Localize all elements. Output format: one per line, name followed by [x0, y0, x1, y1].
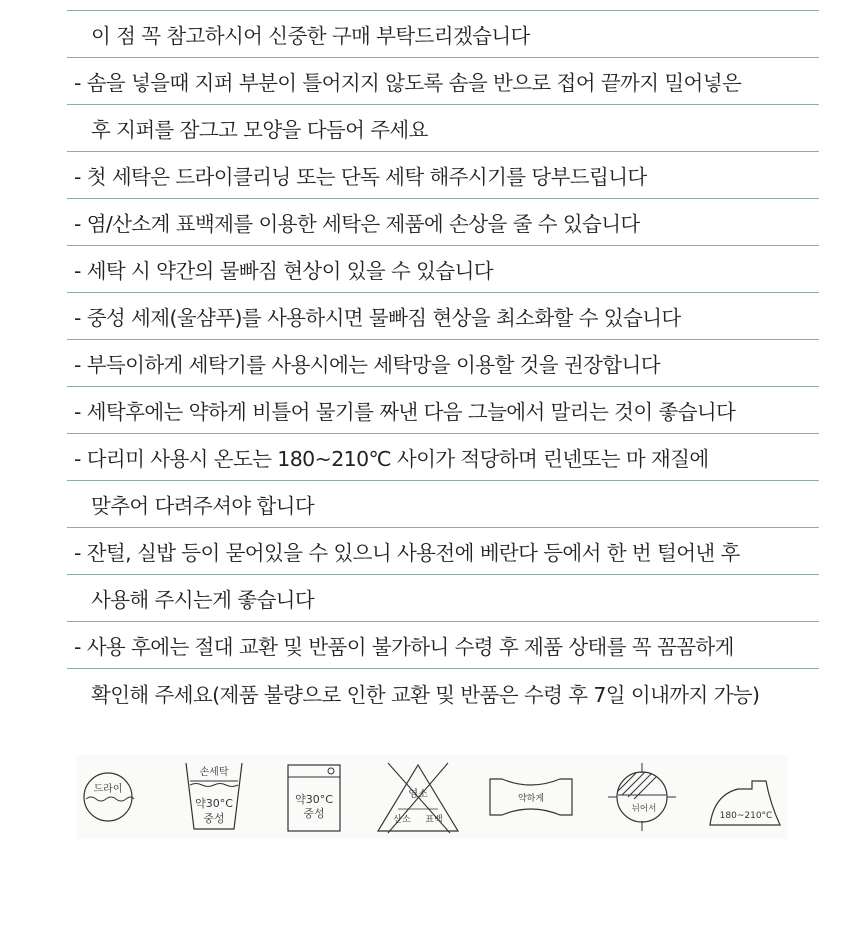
- bleach-right-label: 표백: [425, 815, 443, 825]
- note-row: [67, 152, 819, 199]
- handwash-detergent-label: 중성: [203, 812, 225, 825]
- note-text: - 사용 후에는 절대 교환 및 반품이 불가하니 수령 후 제품 상태를 꼭 꼼꼼하게: [74, 635, 734, 659]
- note-text: - 솜을 넣을때 지퍼 부분이 틀어지지 않도록 솜을 반으로 접어 끝까지 밀어넣은: [74, 71, 742, 95]
- note-row: [67, 58, 819, 105]
- iron-temp-label: 180~210°C: [719, 811, 773, 821]
- note-text: - 세탁후에는 약하게 비틀어 물기를 짜낸 다음 그늘에서 말리는 것이 좋습니다: [74, 400, 736, 424]
- machine-wash-icon: [284, 759, 344, 835]
- shade-dry-flat-icon: [604, 759, 680, 835]
- note-row: [67, 575, 819, 622]
- note-text: - 첫 세탁은 드라이클리닝 또는 단독 세탁 해주시기를 당부드립니다: [74, 165, 647, 189]
- note-row: [67, 246, 819, 293]
- note-text: 사용해 주시는게 좋습니다: [91, 588, 315, 612]
- gentle-wring-icon: [486, 759, 576, 835]
- note-row: [67, 293, 819, 340]
- note-text: - 부득이하게 세탁기를 사용시에는 세탁망을 이용할 것을 권장합니다: [74, 353, 660, 377]
- shade-dry-label: 뉘어서: [631, 804, 657, 814]
- dry-label: 드라이: [93, 784, 123, 795]
- wring-label: 약하게: [517, 794, 545, 804]
- note-row: [67, 387, 819, 434]
- note-text: - 세탁 시 약간의 물빠짐 현상이 있을 수 있습니다: [74, 259, 493, 283]
- note-row: [67, 622, 819, 669]
- machine-temp-label: 약30°C: [295, 793, 333, 806]
- note-row: [67, 199, 819, 246]
- bleach-left-label: 산소: [393, 815, 411, 825]
- note-text: 확인해 주세요(제품 불량으로 인한 교환 및 반품은 수령 후 7일 이내까지 가능): [91, 682, 760, 707]
- bleach-top-label: 염소: [408, 789, 428, 800]
- note-text: 이 점 꼭 참고하시어 신중한 구매 부탁드리겠습니다: [91, 24, 530, 48]
- note-row: [67, 11, 819, 58]
- note-text: - 다리미 사용시 온도는 180~210℃ 사이가 적당하며 린넨또는 마 재질에: [74, 447, 709, 471]
- handwash-top-label: 손세탁: [199, 767, 229, 778]
- machine-detergent-label: 중성: [303, 807, 325, 820]
- note-text: - 염/산소계 표백제를 이용한 세탁은 제품에 손상을 줄 수 있습니다: [74, 212, 640, 236]
- note-row: [67, 340, 819, 387]
- dry-clean-icon: [80, 759, 136, 835]
- iron-temperature-icon: [706, 759, 784, 835]
- handwash-temp-label: 약30°C: [195, 797, 233, 810]
- note-text: 후 지퍼를 잠그고 모양을 다듬어 주세요: [91, 118, 428, 142]
- care-icons-strip: [76, 755, 788, 839]
- note-text: - 중성 세제(울샴푸)를 사용하시면 물빠짐 현상을 최소화할 수 있습니다: [74, 306, 681, 330]
- no-bleach-icon: [374, 759, 462, 835]
- note-row: [67, 434, 819, 481]
- note-row: [67, 105, 819, 152]
- care-notes-list: [67, 10, 819, 716]
- hand-wash-icon: [182, 759, 246, 835]
- note-row: [67, 481, 819, 528]
- note-row: [67, 528, 819, 575]
- note-text: 맞추어 다려주셔야 합니다: [91, 494, 315, 518]
- note-text: - 잔털, 실밥 등이 묻어있을 수 있으니 사용전에 베란다 등에서 한 번 털어낸 후: [74, 541, 740, 565]
- note-row: [67, 669, 819, 716]
